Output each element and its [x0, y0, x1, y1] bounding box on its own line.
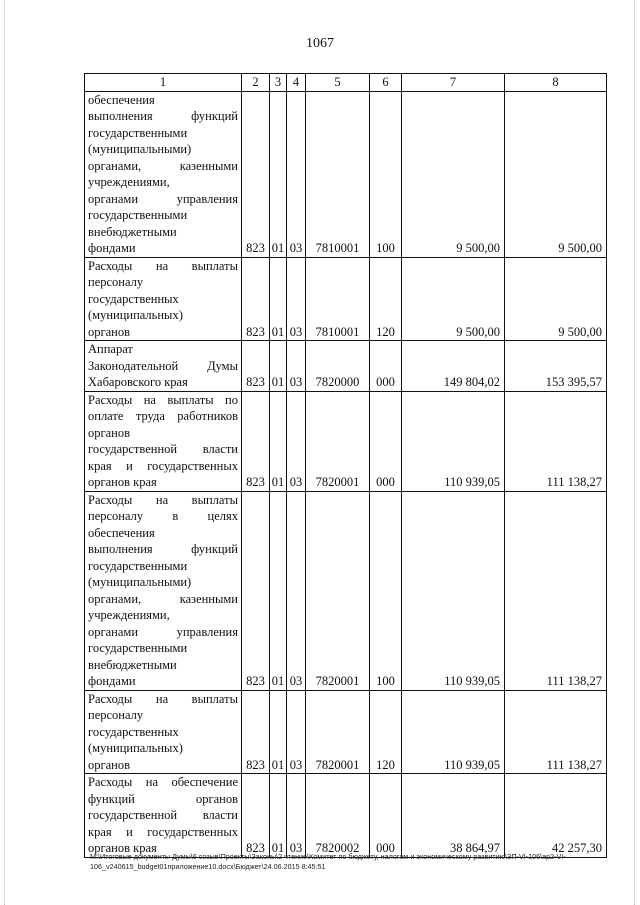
code-subsection-cell: 03 — [287, 341, 306, 392]
code-section-cell: 01 — [270, 391, 287, 491]
description-line: обеспечения — [88, 92, 155, 107]
description-line: Расходы на выплаты — [88, 258, 238, 273]
header-cell: 6 — [370, 74, 402, 92]
amount-year1-cell: 9 500,00 — [402, 91, 505, 257]
header-cell: 2 — [242, 74, 270, 92]
code-target-cell: 7810001 — [306, 257, 370, 341]
amount-year2-cell: 153 395,57 — [505, 341, 607, 392]
description-line: государственными — [88, 558, 188, 573]
code-admin-cell: 823 — [242, 341, 270, 392]
header-cell: 3 — [270, 74, 287, 92]
description-line: (муниципальными) — [88, 142, 192, 156]
code-expense-type-cell: 100 — [370, 91, 402, 257]
amount-year2-cell: 111 138,27 — [505, 690, 607, 774]
row-description — [85, 774, 242, 858]
header-cell: 8 — [505, 74, 607, 92]
description-line: обеспечения — [88, 525, 155, 540]
description-line: учреждениями, — [88, 608, 170, 622]
header-cell: 7 — [402, 74, 505, 92]
code-target-cell: 7820002 — [306, 774, 370, 858]
code-subsection-cell: 03 — [287, 91, 306, 257]
code-expense-type-cell: 120 — [370, 690, 402, 774]
page-number: 1067 — [306, 36, 334, 51]
amount-year1-cell: 38 864,97 — [402, 774, 505, 858]
code-target-cell: 7820001 — [306, 491, 370, 690]
amount-year2-cell: 9 500,00 — [505, 257, 607, 341]
amount-year1-cell: 110 939,05 — [402, 391, 505, 491]
amount-year1-cell: 110 939,05 — [402, 491, 505, 690]
code-admin-cell: 823 — [242, 391, 270, 491]
description-line: органов — [88, 757, 131, 772]
description-line: органов края — [88, 841, 157, 855]
description-line: фондами — [88, 241, 136, 255]
code-target-cell: 7820001 — [306, 391, 370, 491]
page-edge-left — [4, 0, 6, 905]
code-expense-type-cell: 000 — [370, 391, 402, 491]
code-section-cell: 01 — [270, 341, 287, 392]
table-row — [85, 91, 607, 257]
code-admin-cell: 823 — [242, 690, 270, 774]
header-cell: 5 — [306, 74, 370, 92]
description-line: органов — [88, 425, 131, 440]
code-section-cell: 01 — [270, 690, 287, 774]
amount-year1-cell: 149 804,02 — [402, 341, 505, 392]
description-line: персоналу — [88, 275, 144, 289]
table-body — [85, 91, 607, 857]
footer-line: M:\Итоговые документы Думы\6 созыв\Проекты\Законы\2 чтение\Комитет по бюджету, налогам и экономическому развитию\ЗП-VI-106\ap2-VI- — [90, 852, 566, 861]
code-expense-type-cell: 100 — [370, 491, 402, 690]
row-description — [85, 341, 242, 392]
code-admin-cell: 823 — [242, 91, 270, 257]
description-line: персоналу — [88, 708, 144, 722]
code-expense-type-cell: 000 — [370, 341, 402, 392]
description-line: государственных — [88, 291, 179, 306]
description-line: органов — [88, 324, 131, 339]
description-line: выполнения функций — [88, 542, 238, 556]
description-line: Расходы на выплаты — [88, 492, 238, 507]
description-line: выполнения функций — [88, 109, 238, 123]
description-line: Расходы на обеспечение — [88, 775, 238, 789]
row-description — [85, 257, 242, 341]
description-line: государственной власти — [88, 808, 238, 822]
amount-year1-cell: 110 939,05 — [402, 690, 505, 774]
table-row — [85, 341, 607, 392]
table-row — [85, 391, 607, 491]
description-line: края и государственных — [88, 824, 238, 839]
description-line: (муниципальными) — [88, 575, 192, 589]
header-row — [85, 74, 607, 92]
description-line: органами управления — [88, 191, 238, 206]
budget-table — [84, 73, 607, 858]
description-line: Расходы на выплаты — [88, 691, 238, 706]
code-expense-type-cell: 120 — [370, 257, 402, 341]
row-description — [85, 391, 242, 491]
page-edge-right — [634, 0, 636, 905]
description-line: персоналу в целях — [88, 509, 238, 523]
description-line: фондами — [88, 674, 136, 688]
description-line: органами, казенными — [88, 591, 238, 606]
header-cell: 4 — [287, 74, 306, 92]
table-row — [85, 774, 607, 858]
description-line: государственных — [88, 724, 179, 739]
code-target-cell: 7810001 — [306, 91, 370, 257]
description-line: органами, казенными — [88, 158, 238, 173]
amount-year2-cell: 111 138,27 — [505, 391, 607, 491]
code-expense-type-cell: 000 — [370, 774, 402, 858]
description-line: государственной власти — [88, 442, 238, 456]
amount-year2-cell: 111 138,27 — [505, 491, 607, 690]
code-admin-cell: 823 — [242, 257, 270, 341]
amount-year1-cell: 9 500,00 — [402, 257, 505, 341]
code-subsection-cell: 03 — [287, 690, 306, 774]
description-line: Аппарат — [88, 342, 133, 356]
table-row — [85, 491, 607, 690]
table-row — [85, 690, 607, 774]
description-line: оплате труда работников — [88, 409, 238, 423]
table-row — [85, 257, 607, 341]
code-subsection-cell: 03 — [287, 391, 306, 491]
amount-year2-cell: 9 500,00 — [505, 91, 607, 257]
row-description — [85, 91, 242, 257]
amount-year2-cell: 42 257,30 — [505, 774, 607, 858]
header-cell: 1 — [85, 74, 242, 92]
code-target-cell: 7820001 — [306, 690, 370, 774]
description-line: Расходы на выплаты по — [88, 392, 238, 407]
code-section-cell: 01 — [270, 91, 287, 257]
description-line: функций органов — [88, 791, 238, 806]
code-section-cell: 01 — [270, 491, 287, 690]
row-description — [85, 690, 242, 774]
footer-line: 106_v240615_budget01приложение10.docx\Бюджет\24.06.2015 8:45:51 — [90, 862, 326, 871]
code-admin-cell: 823 — [242, 774, 270, 858]
description-line: (муниципальных) — [88, 741, 183, 755]
code-subsection-cell: 03 — [287, 257, 306, 341]
file-path-footer — [90, 852, 610, 872]
code-subsection-cell: 03 — [287, 774, 306, 858]
description-line: государственными — [88, 125, 188, 140]
code-subsection-cell: 03 — [287, 491, 306, 690]
code-target-cell: 7820000 — [306, 341, 370, 392]
description-line: учреждениями, — [88, 175, 170, 189]
code-section-cell: 01 — [270, 257, 287, 341]
description-line: Хабаровского края — [88, 375, 188, 389]
description-line: внебюджетными — [88, 224, 177, 239]
description-line: внебюджетными — [88, 657, 177, 672]
description-line: края и государственных — [88, 458, 238, 473]
description-line: органами управления — [88, 624, 238, 639]
code-admin-cell: 823 — [242, 491, 270, 690]
row-description — [85, 491, 242, 690]
description-line: (муниципальных) — [88, 308, 183, 322]
description-line: государственными — [88, 208, 188, 222]
description-line: органов края — [88, 475, 157, 489]
description-line: Законодательной Думы — [88, 358, 238, 373]
description-line: государственными — [88, 641, 188, 655]
code-section-cell: 01 — [270, 774, 287, 858]
